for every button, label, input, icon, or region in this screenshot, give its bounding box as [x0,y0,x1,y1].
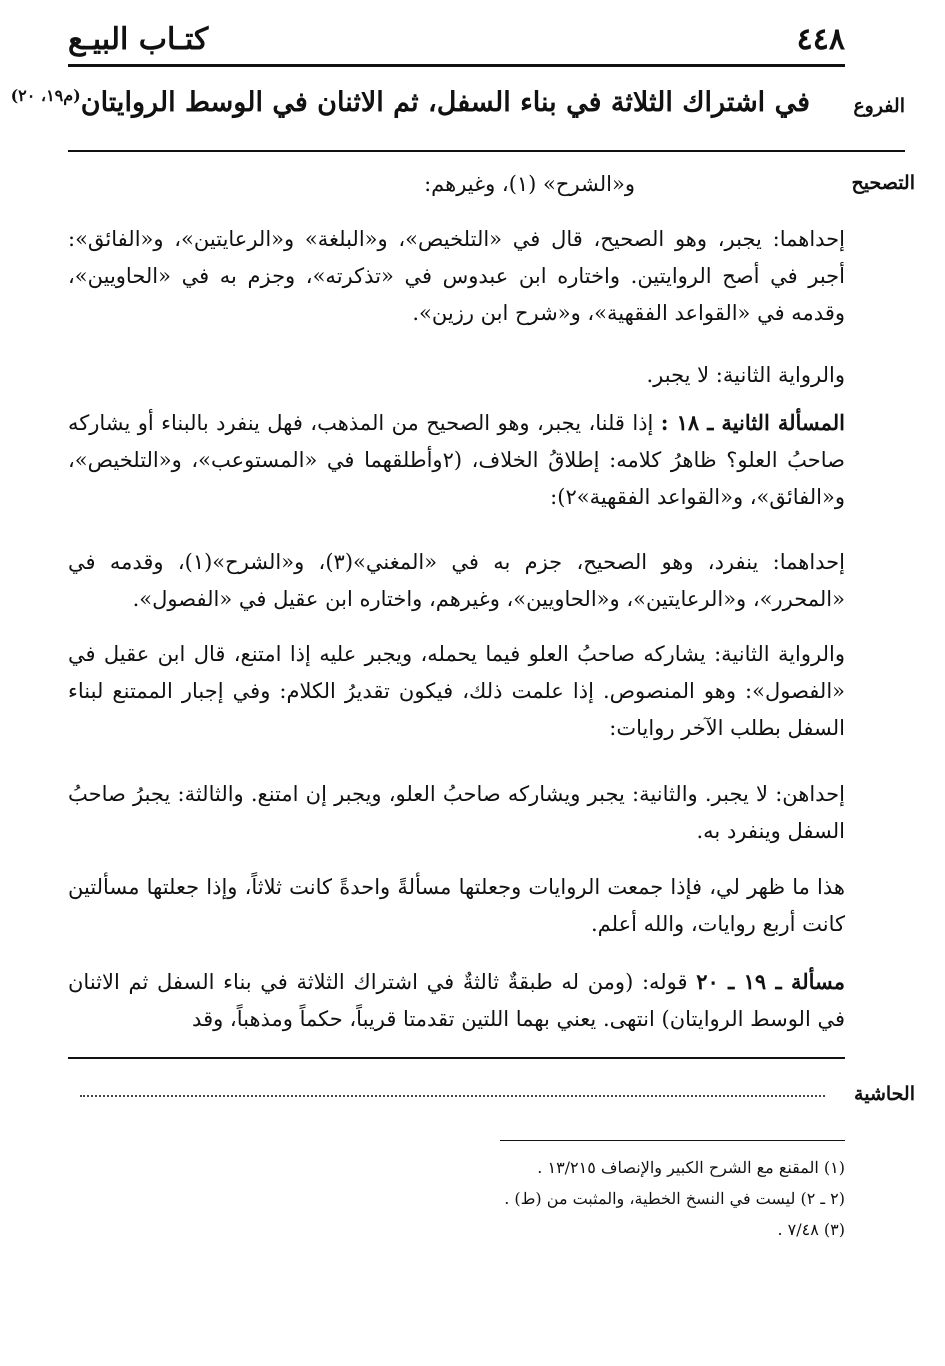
paragraph-7: إحداهن: لا يجبر. والثانية: يجبر ويشاركه صاحبُ العلو، ويجبر إن امتنع. والثالثة: يجبرُ صاحبُ السفل وينفرد به. [68,782,845,843]
side-label-footnotes: الحاشية [854,1083,915,1105]
body-rule [68,1057,845,1059]
side-label-correction: التصحيح [851,172,915,194]
page-header [68,18,845,68]
side-label-branches: الفروع [853,95,905,117]
book-title: كتـاب البيـع [68,22,209,57]
section-title [10,86,810,118]
paragraph-3: والرواية الثانية: لا يجبر. [646,363,845,387]
footnote-3: (٣) ٧/٤٨ . [777,1220,845,1239]
header-rule [68,64,845,67]
paragraph-6: والرواية الثانية: يشاركه صاحبُ العلو فيما يحمله، ويجبر عليه إذا امتنع، قال ابن عقيل في «الفصول»: وهو المنصوص. إذا علمت ذلك، فيكون تقديرُ الكلام: وفي إجبار الممتنع لبناء السفل بطلب الآخر روايات: [68,642,845,740]
paragraph-1: و«الشرح» (١)، وغيرهم: [424,172,635,196]
paragraph-9 [68,963,845,1038]
footnote-1: (١) المقنع مع الشرح الكبير والإنصاف ١٣/٢١٥ . [537,1158,845,1177]
paragraph-8: هذا ما ظهر لي، فإذا جمعت الروايات وجعلتها مسألةً واحدةً كانت ثلاثاً، وإذا جعلتها مسألتين كانت أربع روايات، والله أعلم. [68,875,845,936]
issue-2-heading: المسألة الثانية ـ ١٨ : [660,410,845,435]
page-number: ٤٤٨ [796,22,845,57]
paragraph-4-text: إذا قلنا، يجبر، وهو الصحيح من المذهب، فهل ينفرد بالبناء أو يشاركه صاحبُ العلو؟ ظاهرُ كلامه: إطلاقُ الخلاف، (٢وأطلقهما في «المستوعب»، و«التلخيص»، و«الفائق»، و«القواعد الفقهية»٢): [68,411,845,509]
paragraph-4 [68,404,845,516]
paragraph-2: إحداهما: يجبر، وهو الصحيح، قال في «التلخيص»، و«البلغة» و«الرعايتين»، و«الفائق»: أجبر في أصح الروايتين. واختاره ابن عبدوس في «تذكرته»، وجزم به في «الحاويين»، وقدمه في «القواعد الفقهية»، و«شرح ابن رزين». [68,227,845,325]
footnote-2: (٢ ـ ٢) ليست في النسخ الخطية، والمثبت من (ط) . [504,1189,845,1208]
dotted-divider [80,1095,825,1097]
title-rule [68,150,905,152]
section-title-text: في اشتراك الثلاثة في بناء السفل، ثم الاثنان في الوسط الروايتان [80,87,810,118]
issue-19-20-heading: مسألة ـ ١٩ ـ ٢٠ [696,969,845,994]
paragraph-5: إحداهما: ينفرد، وهو الصحيح، جزم به في «المغني»(٣)، و«الشرح»(١)، وقدمه في «المحرر»، و«الرعايتين»، و«الحاويين»، وغيرهم، واختاره ابن عقيل في «الفصول». [68,550,845,611]
footnote-rule [500,1140,845,1141]
paragraph-9-text: قوله: (ومن له طبقةٌ ثالثةٌ في اشتراك الثلاثة في بناء السفل ثم الاثنان في الوسط الروايتان) انتهى. يعني بهما اللتين تقدمتا قريباً، حكماً ومذهباً، وقد [68,970,845,1031]
section-title-ref: (م١٩، ٢٠) [10,86,81,105]
